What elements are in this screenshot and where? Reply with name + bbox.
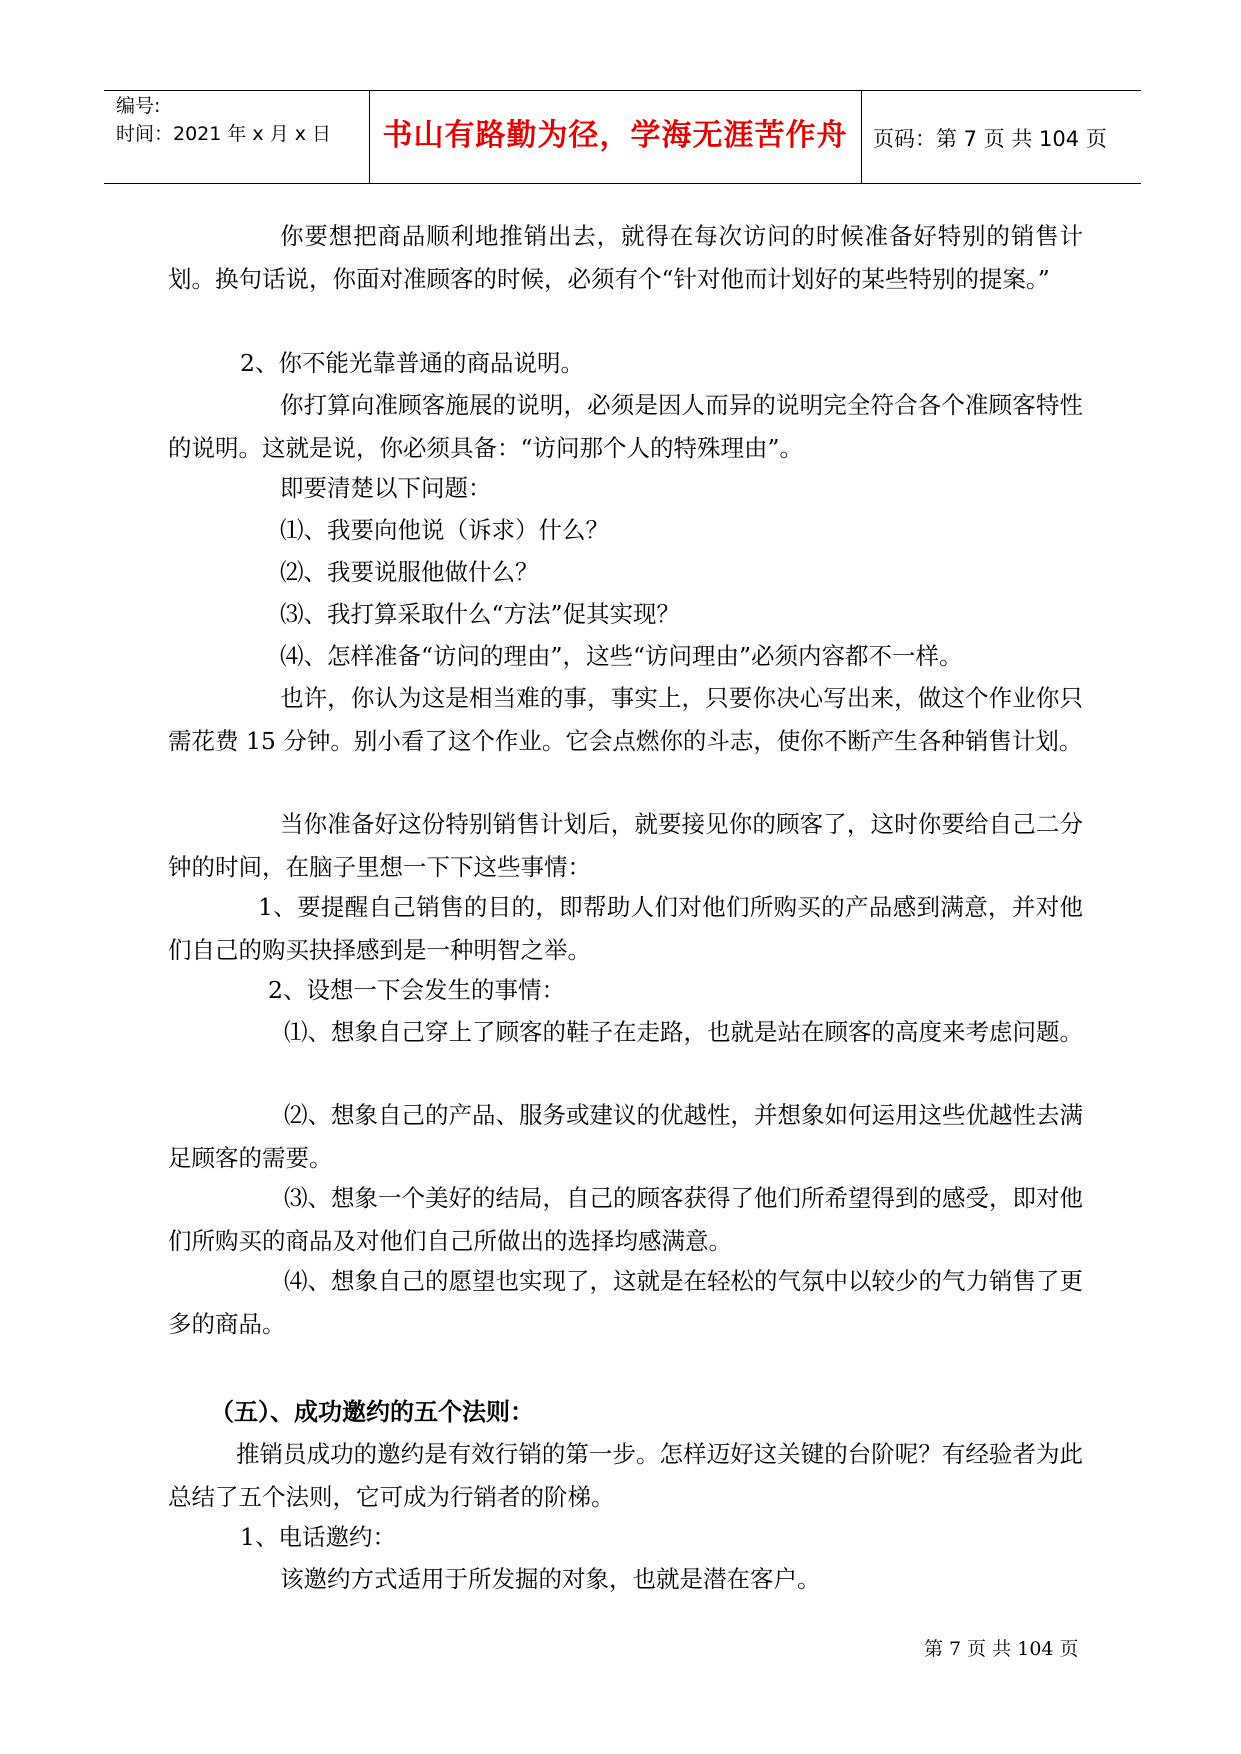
page-footer: 第 7 页 共 104 页 <box>924 1638 1079 1660</box>
header-page-info: 页码：第 7 页 共 104 页 <box>873 127 1107 151</box>
list-item: ⑶、想象一个美好的结局，自己的顾客获得了他们所希望得到的感受，即对他们所购买的商品及对他们自己所做出的选择均感满意。 <box>168 1184 1083 1255</box>
paragraph: 也许，你认为这是相当难的事，事实上，只要你决心写出来，做这个作业你只需花费 15 分钟。别小看了这个作业。它会点燃你的斗志，使你不断产生各种销售计划。 <box>168 684 1083 755</box>
list-item: ⑴、我要向他说（诉求）什么？ <box>280 516 609 544</box>
paragraph: 当你准备好这份特别销售计划后，就要接见你的顾客了，这时你要给自己二分钟的时间，在脑子里想一下下这些事情： <box>168 810 1083 881</box>
list-item: ⑵、我要说服他做什么？ <box>280 558 539 586</box>
list-item: ⑶、我打算采取什么“方法”促其实现？ <box>280 600 681 628</box>
header-number-label: 编号: <box>116 95 161 117</box>
paragraph: 你打算向准顾客施展的说明，必须是因人而异的说明完全符合各个准顾客特性的说明。这就是说，你必须具备：“访问那个人的特殊理由”。 <box>168 391 1083 462</box>
list-item: 2、你不能光靠普通的商品说明。 <box>240 349 584 377</box>
list-item: ⑵、想象自己的产品、服务或建议的优越性，并想象如何运用这些优越性去满足顾客的需要。 <box>168 1101 1083 1172</box>
header-time-label: 时间：2021 年 x 月 x 日 <box>116 123 332 145</box>
paragraph: 推销员成功的邀约是有效行销的第一步。怎样迈好这关键的台阶呢？有经验者为此总结了五个法则，它可成为行销者的阶梯。 <box>168 1440 1083 1511</box>
paragraph: 该邀约方式适用于所发掘的对象，也就是潜在客户。 <box>280 1565 821 1593</box>
list-item: ⑴、想象自己穿上了顾客的鞋子在走路，也就是站在顾客的高度来考虑问题。 <box>284 1018 1083 1046</box>
header-motto: 书山有路勤为径，学海无涯苦作舟 <box>382 118 848 153</box>
paragraph: 你要想把商品顺利地推销出去，就得在每次访问的时候准备好特别的销售计划。换句话说，你面对准顾客的时候，必须有个“针对他而计划好的某些特别的提案。” <box>168 222 1083 293</box>
list-item: ⑷、想象自己的愿望也实现了，这就是在轻松的气氛中以较少的气力销售了更多的商品。 <box>168 1267 1083 1338</box>
paragraph: 即要清楚以下问题： <box>280 474 492 502</box>
list-item: 1、要提醒自己销售的目的，即帮助人们对他们所购买的产品感到满意，并对他们自己的购买抉择感到是一种明智之举。 <box>168 893 1083 964</box>
list-item: 2、设想一下会发生的事情： <box>268 976 565 1004</box>
header-bottom-rule <box>104 183 1141 184</box>
section-heading: （五）、成功邀约的五个法则： <box>210 1397 534 1426</box>
list-item: 1、电话邀约： <box>240 1523 396 1551</box>
header-divider-right <box>861 90 862 184</box>
list-item: ⑷、怎样准备“访问的理由”，这些“访问理由”必须内容都不一样。 <box>280 642 963 670</box>
header-top-rule <box>104 90 1141 91</box>
